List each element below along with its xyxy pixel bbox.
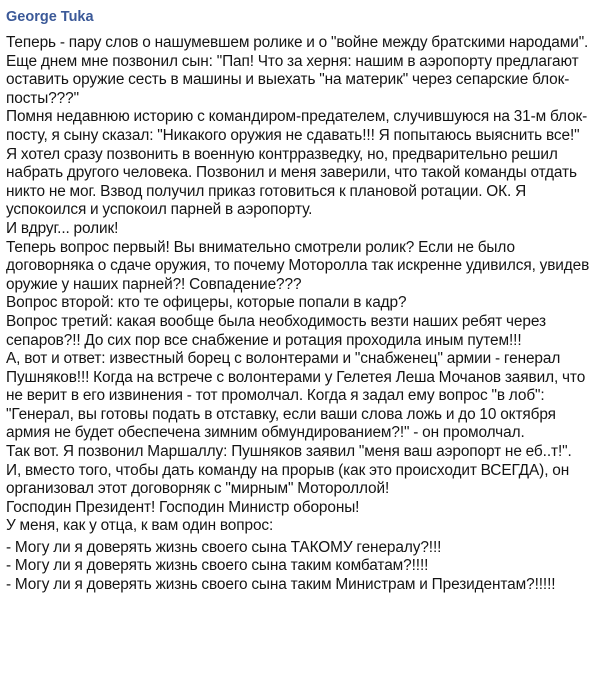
post-paragraph: А, вот и ответ: известный борец с волонтерами и "снабженец" армии - генерал Пушняков!!! Когда на встрече с волонтерами у Гелетея Леша Мочанов заявил, что не верит в его извинения - тот промолчал. Когда я задал ему вопрос "в лоб": "Генерал, вы готовы подать в отставку, если ваши слова ложь и до 10 октября армия не будет обеспечена зимним обмундированием?!" - он промолчал. [6, 350, 586, 442]
post-paragraph: Вопрос второй: кто те офицеры, которые попали в кадр? [6, 294, 407, 312]
facebook-post [6, 0, 590, 594]
post-paragraph: Так вот. Я позвонил Маршаллу: Пушняков заявил "меня ваш аэропорт не еб..т!". И, вместо того, чтобы дать команду на прорыв (как это происходит ВСЕГДА), он организовал этот договорняк с "мирным" Мотороллой! [6, 443, 572, 498]
post-paragraph: Еще днем мне позвонил сын: "Пап! Что за херня: нашим в аэропорту предлагают оставить оружие сесть в машины и выехать "на материк" через сепарские блок-посты???" [6, 52, 579, 107]
post-paragraph: Вопрос третий: какая вообще была необходимость везти наших ребят через сепаров?!! До сих пор все снабжение и ротация проходила иным путем!!! [6, 312, 546, 349]
post-paragraph: И вдруг... ролик! [6, 219, 119, 237]
question-item: - Могу ли я доверять жизнь своего сына таким комбатам?!!!! [6, 557, 429, 575]
question-item: - Могу ли я доверять жизнь своего сына ТАКОМУ генералу?!!! [6, 539, 442, 557]
post-author-name[interactable]: George Tuka [6, 9, 94, 25]
post-paragraph: Помня недавнюю историю с командиром-предателем, случившуюся на 31-м блок-посту, я сыну сказал: "Никакого оружия не сдавать!!! Я попытаюсь выяснить все!" [6, 108, 588, 144]
post-paragraph: Теперь вопрос первый! Вы внимательно смотрели ролик? Если не было договорняка о сдаче оружия, то почему Моторолла так искренне удивился, увидев оружие у наших парней?! Совпадение??? [6, 238, 590, 293]
question-item: - Могу ли я доверять жизнь своего сына таким Министрам и Президентам?!!!!! [6, 575, 556, 593]
post-body [6, 34, 590, 594]
post-paragraph: Господин Президент! Господин Министр обороны! [6, 498, 360, 516]
post-paragraph: У меня, как у отца, к вам один вопрос: [6, 517, 274, 535]
question-list [6, 539, 590, 594]
post-paragraph: Я хотел сразу позвонить в военную контрразведку, но, предварительно решил набрать другого человека. Позвонил и меня заверили, что такой команды отдать никто не мог. Взвод получил приказ готовиться к плановой ротации. ОК. Я успокоился и успокоил парней в аэропорту. [6, 145, 577, 219]
post-paragraph: Теперь - пару слов о нашумевшем ролике и о "войне между братскими народами". [6, 34, 589, 51]
